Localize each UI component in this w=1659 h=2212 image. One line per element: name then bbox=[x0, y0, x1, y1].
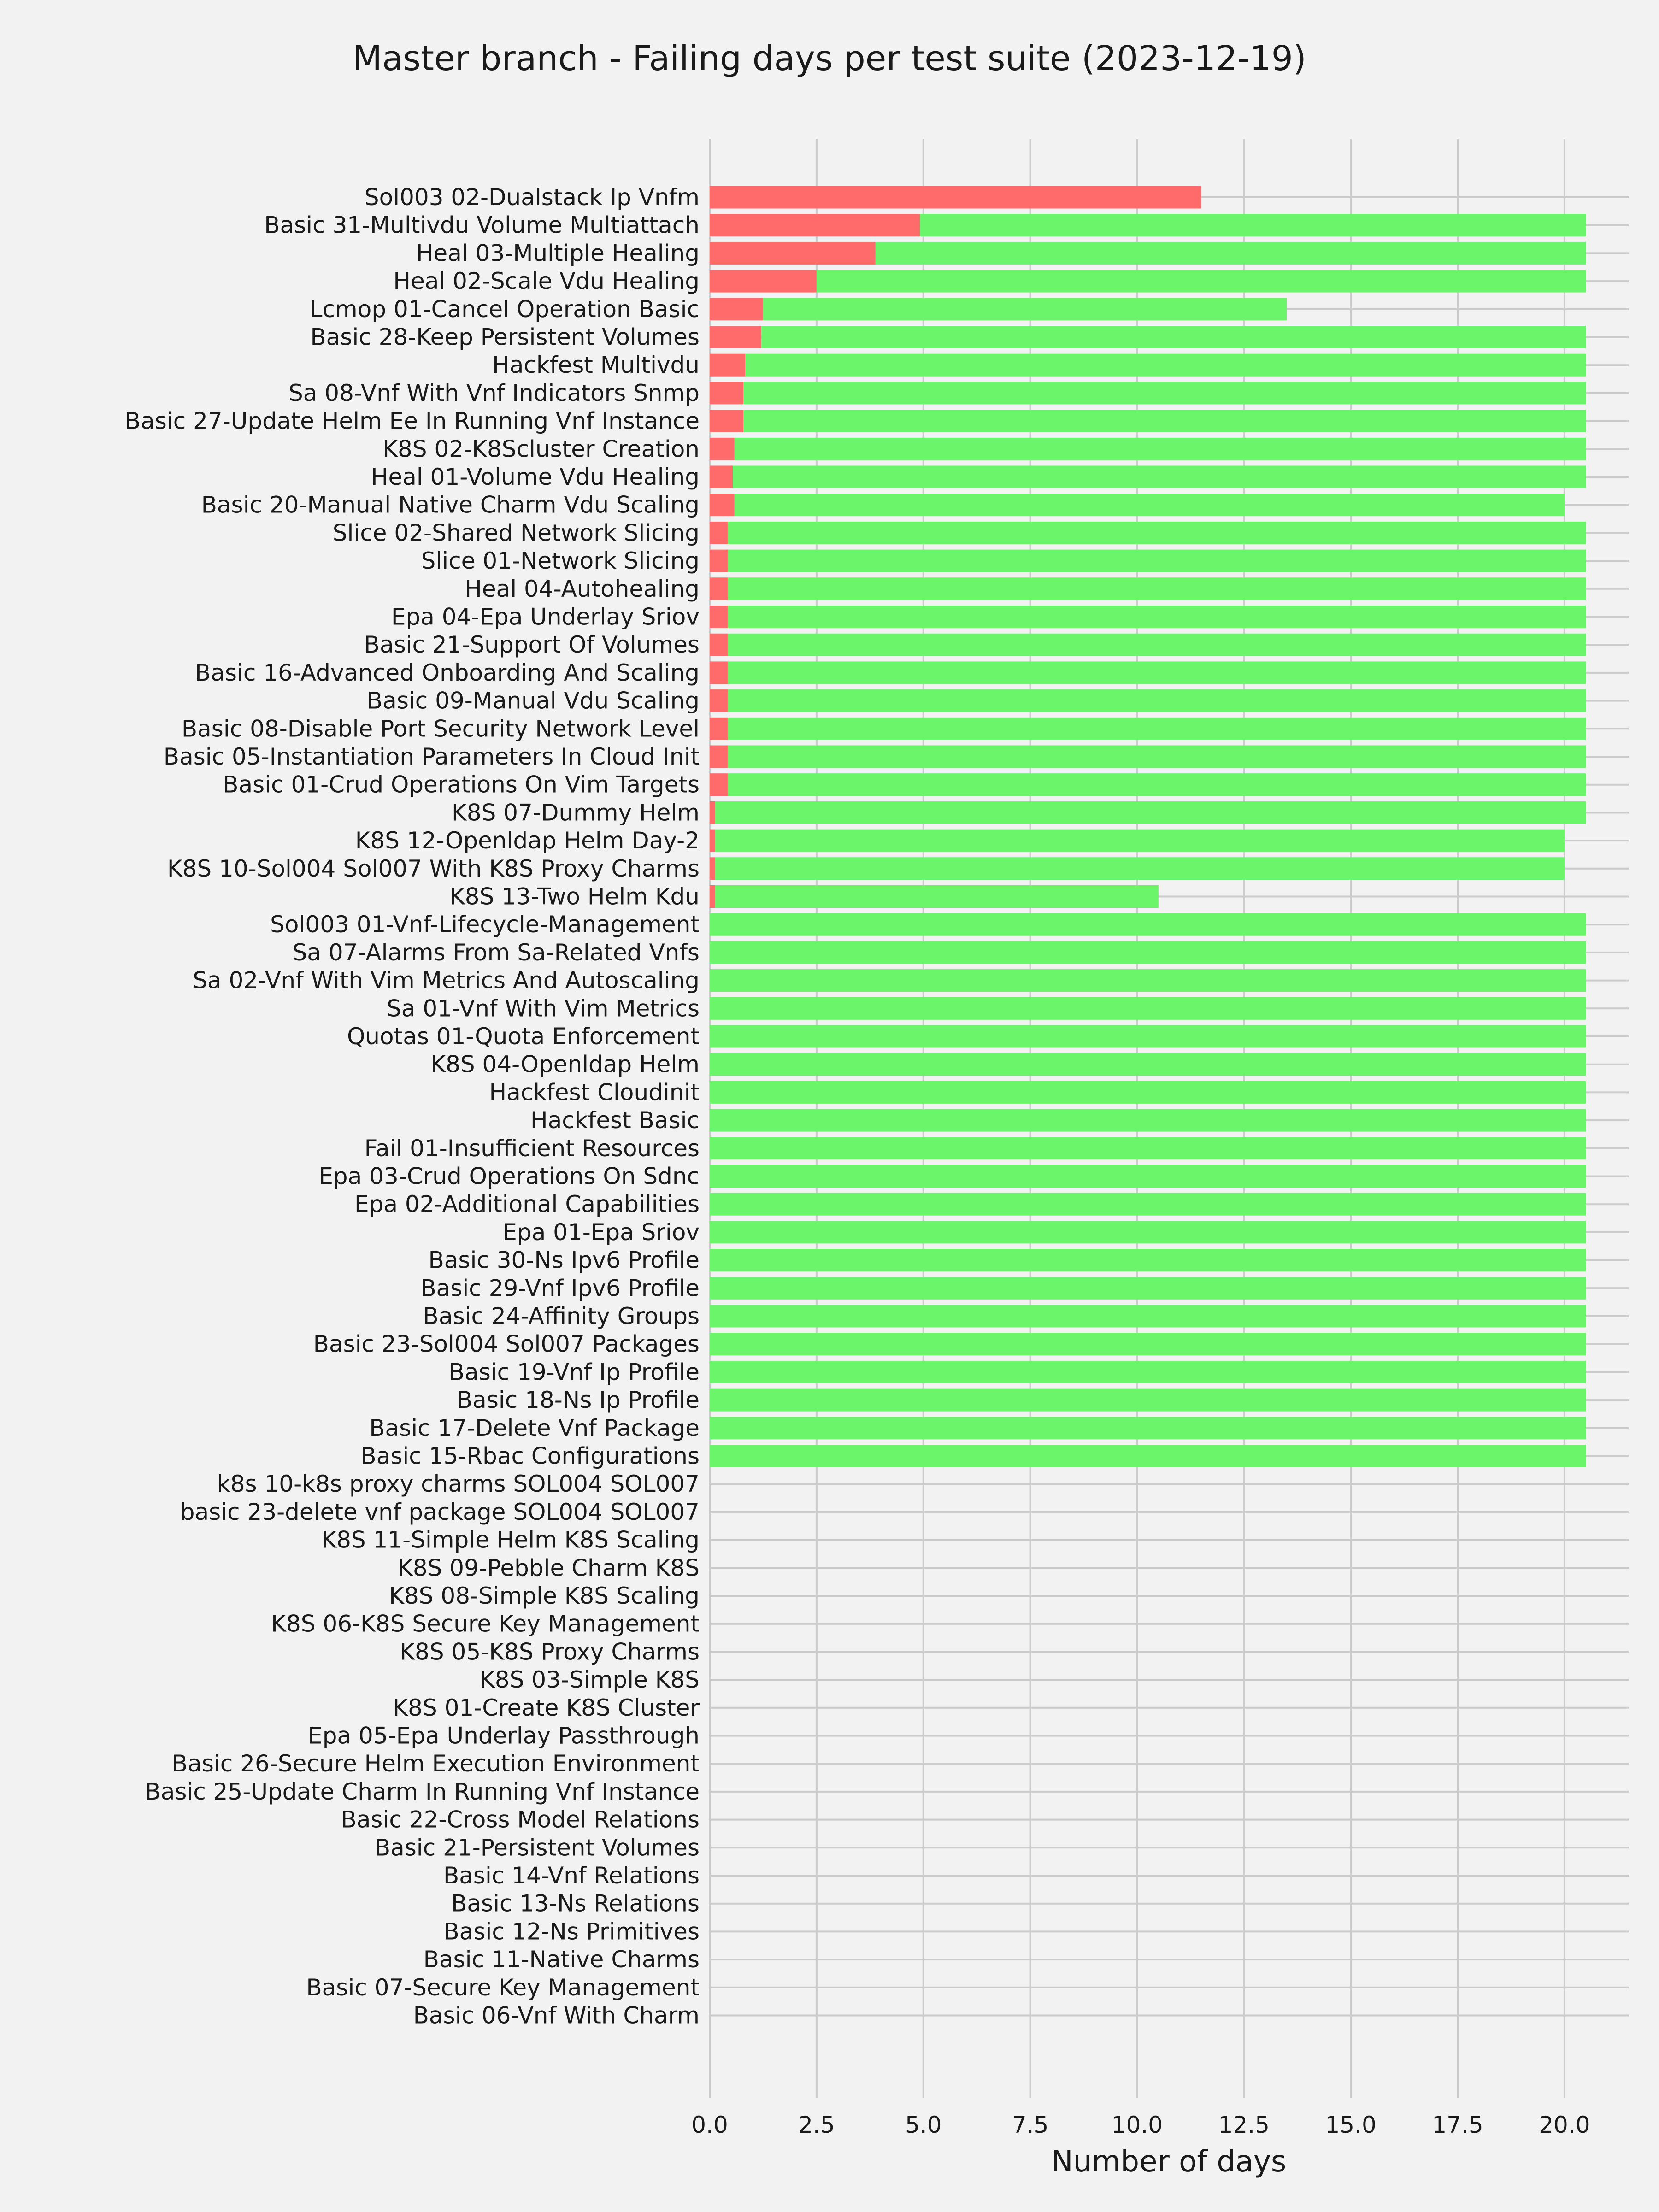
bar-pass bbox=[710, 1081, 1586, 1104]
x-tick-label: 2.5 bbox=[798, 2112, 835, 2138]
bar-pass bbox=[728, 746, 1586, 768]
category-label: K8S 04-Openldap Helm bbox=[430, 1051, 700, 1078]
category-label: Slice 02-Shared Network Slicing bbox=[332, 519, 700, 547]
bar-fail bbox=[710, 522, 728, 544]
category-label: K8S 03-Simple K8S bbox=[480, 1666, 700, 1694]
category-label: Sa 02-Vnf With Vim Metrics And Autoscaling bbox=[193, 967, 700, 994]
category-label: Heal 03-Multiple Healing bbox=[416, 240, 700, 267]
category-label: Basic 31-Multivdu Volume Multiattach bbox=[264, 212, 700, 239]
category-label: Epa 05-Epa Underlay Passthrough bbox=[308, 1722, 700, 1749]
category-label: Hackfest Basic bbox=[530, 1107, 700, 1134]
category-label: K8S 12-Openldap Helm Day-2 bbox=[355, 827, 700, 854]
category-label: K8S 11-Simple Helm K8S Scaling bbox=[321, 1526, 700, 1553]
category-label: Quotas 01-Quota Enforcement bbox=[347, 1023, 700, 1050]
x-tick-label: 7.5 bbox=[1012, 2112, 1049, 2138]
bar-fail bbox=[710, 466, 733, 488]
bar-fail bbox=[710, 857, 715, 880]
bar-pass bbox=[710, 1417, 1586, 1439]
bar-fail bbox=[710, 773, 728, 796]
category-label: Sol003 02-Dualstack Ip Vnfm bbox=[364, 184, 700, 211]
bar-pass bbox=[763, 298, 1287, 320]
category-label: Basic 05-Instantiation Parameters In Cloud Init bbox=[163, 743, 700, 770]
bar-pass bbox=[715, 830, 1565, 852]
category-label: Heal 04-Autohealing bbox=[465, 575, 700, 602]
bar-pass bbox=[728, 606, 1586, 628]
bar-pass bbox=[710, 997, 1586, 1020]
bar-fail bbox=[710, 550, 728, 572]
category-label: Epa 01-Epa Sriov bbox=[502, 1218, 700, 1246]
bar-fail bbox=[710, 606, 728, 628]
bar-fail bbox=[710, 270, 817, 293]
bar-pass bbox=[715, 801, 1586, 824]
category-label: Basic 15-Rbac Configurations bbox=[360, 1442, 700, 1470]
category-label: Sa 07-Alarms From Sa-Related Vnfs bbox=[292, 939, 700, 966]
category-label: Heal 02-Scale Vdu Healing bbox=[393, 268, 700, 295]
bar-pass bbox=[728, 577, 1586, 600]
category-label: Basic 01-Crud Operations On Vim Targets bbox=[223, 771, 700, 798]
bar-pass bbox=[735, 438, 1586, 460]
category-label: Sol003 01-Vnf-Lifecycle-Management bbox=[270, 911, 700, 938]
bar-pass bbox=[710, 1221, 1586, 1243]
bar-pass bbox=[710, 913, 1586, 936]
bar-pass bbox=[715, 885, 1159, 908]
bar-pass bbox=[710, 1025, 1586, 1048]
category-label: Basic 14-Vnf Relations bbox=[443, 1862, 700, 1889]
category-label: K8S 01-Create K8S Cluster bbox=[393, 1694, 700, 1721]
category-label: Slice 01-Network Slicing bbox=[421, 547, 700, 575]
bar-fail bbox=[710, 410, 743, 432]
category-label: Basic 23-Sol004 Sol007 Packages bbox=[313, 1330, 700, 1358]
x-axis-ticks bbox=[691, 2112, 1590, 2138]
category-label: Basic 13-Ns Relations bbox=[451, 1890, 700, 1917]
bar-fail bbox=[710, 242, 876, 265]
bar-pass bbox=[733, 466, 1586, 488]
x-axis-label: Number of days bbox=[1051, 2145, 1287, 2179]
category-label: Basic 24-Affinity Groups bbox=[423, 1303, 700, 1330]
category-label: Basic 07-Secure Key Management bbox=[306, 1974, 700, 2001]
category-label: K8S 05-K8S Proxy Charms bbox=[400, 1638, 700, 1665]
bar-fail bbox=[710, 746, 728, 768]
bar-fail bbox=[710, 577, 728, 600]
category-label: k8s 10-k8s proxy charms SOL004 SOL007 bbox=[217, 1471, 700, 1498]
bar-fail bbox=[710, 830, 715, 852]
bar-pass bbox=[710, 1305, 1586, 1328]
bar-pass bbox=[743, 382, 1586, 404]
bar-fail bbox=[710, 298, 763, 320]
category-label: Basic 08-Disable Port Security Network Level bbox=[181, 715, 700, 742]
x-tick-label: 20.0 bbox=[1539, 2112, 1590, 2138]
category-label: Hackfest Multivdu bbox=[492, 352, 700, 379]
bar-pass bbox=[710, 1249, 1586, 1271]
bar-pass bbox=[715, 857, 1565, 880]
bar-pass bbox=[710, 1389, 1586, 1412]
bar-fail bbox=[710, 186, 1201, 209]
bar-pass bbox=[710, 1053, 1586, 1076]
category-label: Epa 02-Additional Capabilities bbox=[354, 1191, 700, 1218]
category-label: K8S 07-Dummy Helm bbox=[452, 799, 700, 826]
bar-pass bbox=[710, 1137, 1586, 1159]
category-label: Basic 27-Update Helm Ee In Running Vnf Instance bbox=[124, 407, 700, 435]
category-label: Basic 11-Native Charms bbox=[423, 1946, 700, 1973]
bar-pass bbox=[920, 214, 1586, 236]
bar-fail bbox=[710, 354, 745, 377]
category-label: Fail 01-Insufficient Resources bbox=[364, 1135, 700, 1162]
bar-fail bbox=[710, 718, 728, 740]
bar-fail bbox=[710, 885, 715, 908]
category-label: Epa 03-Crud Operations On Sdnc bbox=[318, 1163, 700, 1190]
category-label: Basic 28-Keep Persistent Volumes bbox=[310, 324, 700, 351]
bar-pass bbox=[710, 1165, 1586, 1188]
bar-pass bbox=[745, 354, 1586, 377]
category-label: K8S 08-Simple K8S Scaling bbox=[389, 1583, 700, 1609]
category-label: Lcmop 01-Cancel Operation Basic bbox=[309, 295, 700, 323]
x-tick-label: 12.5 bbox=[1218, 2112, 1270, 2138]
bar-pass bbox=[735, 494, 1565, 516]
bar-pass bbox=[710, 1445, 1586, 1467]
category-label: basic 23-delete vnf package SOL004 SOL007 bbox=[180, 1498, 700, 1525]
x-tick-label: 5.0 bbox=[905, 2112, 942, 2138]
bar-pass bbox=[728, 634, 1586, 656]
category-label: Basic 29-Vnf Ipv6 Profile bbox=[420, 1275, 700, 1302]
category-label: Basic 22-Cross Model Relations bbox=[341, 1806, 700, 1833]
category-label: Hackfest Cloudinit bbox=[489, 1079, 700, 1106]
bar-pass bbox=[710, 1277, 1586, 1300]
x-tick-label: 0.0 bbox=[691, 2112, 728, 2138]
category-label: Basic 20-Manual Native Charm Vdu Scaling bbox=[201, 491, 700, 518]
bar-pass bbox=[728, 550, 1586, 572]
category-label: Basic 26-Secure Helm Execution Environment bbox=[171, 1750, 700, 1777]
category-label: Epa 04-Epa Underlay Sriov bbox=[391, 603, 700, 630]
bar-fail bbox=[710, 438, 735, 460]
category-label: Basic 19-Vnf Ip Profile bbox=[448, 1359, 700, 1386]
bar-fail bbox=[710, 382, 743, 404]
category-label: Basic 17-Delete Vnf Package bbox=[369, 1414, 700, 1441]
bar-pass bbox=[728, 773, 1586, 796]
bar-pass bbox=[710, 1333, 1586, 1355]
bar-pass bbox=[761, 326, 1586, 348]
category-label: Basic 21-Support Of Volumes bbox=[364, 631, 700, 659]
bar-pass bbox=[743, 410, 1586, 432]
bar-fail bbox=[710, 801, 715, 824]
category-label: K8S 06-K8S Secure Key Management bbox=[271, 1610, 700, 1637]
category-label: Basic 16-Advanced Onboarding And Scaling bbox=[195, 659, 700, 686]
category-label: K8S 13-Two Helm Kdu bbox=[449, 883, 700, 910]
bar-pass bbox=[710, 941, 1586, 964]
x-tick-label: 15.0 bbox=[1325, 2112, 1377, 2138]
category-label: Sa 01-Vnf With Vim Metrics bbox=[387, 995, 700, 1022]
bar-pass bbox=[710, 1193, 1586, 1216]
category-label: K8S 09-Pebble Charm K8S bbox=[398, 1554, 700, 1582]
bar-fail bbox=[710, 634, 728, 656]
bar-pass bbox=[710, 1109, 1586, 1132]
category-label: Basic 18-Ns Ip Profile bbox=[456, 1387, 700, 1414]
category-label: Basic 06-Vnf With Charm bbox=[413, 2002, 700, 2029]
category-label: Basic 21-Persistent Volumes bbox=[374, 1834, 700, 1861]
category-label: K8S 10-Sol004 Sol007 With K8S Proxy Charms bbox=[167, 855, 700, 882]
bar-pass bbox=[728, 522, 1586, 544]
bar-pass bbox=[876, 242, 1586, 265]
category-label: Basic 12-Ns Primitives bbox=[443, 1918, 700, 1945]
bar-fail bbox=[710, 214, 920, 236]
category-label: Sa 08-Vnf With Vnf Indicators Snmp bbox=[288, 379, 700, 406]
bar-pass bbox=[728, 661, 1586, 684]
category-label: Heal 01-Volume Vdu Healing bbox=[371, 464, 700, 490]
category-label: Basic 30-Ns Ipv6 Profile bbox=[428, 1247, 700, 1274]
bar-pass bbox=[710, 1361, 1586, 1383]
bar-fail bbox=[710, 326, 761, 348]
bar-pass bbox=[728, 689, 1586, 712]
bar-fail bbox=[710, 661, 728, 684]
bar-fail bbox=[710, 494, 735, 516]
bar-pass bbox=[728, 718, 1586, 740]
category-label: Basic 09-Manual Vdu Scaling bbox=[366, 687, 700, 714]
bar-pass bbox=[817, 270, 1586, 293]
category-label: Basic 25-Update Charm In Running Vnf Instance bbox=[145, 1778, 700, 1805]
chart-title: Master branch - Failing days per test suite (2023-12-19) bbox=[353, 39, 1306, 78]
bar-pass bbox=[710, 969, 1586, 992]
category-label: K8S 02-K8Scluster Creation bbox=[382, 435, 700, 463]
x-tick-label: 17.5 bbox=[1432, 2112, 1483, 2138]
bar-fail bbox=[710, 689, 728, 712]
x-tick-label: 10.0 bbox=[1111, 2112, 1163, 2138]
